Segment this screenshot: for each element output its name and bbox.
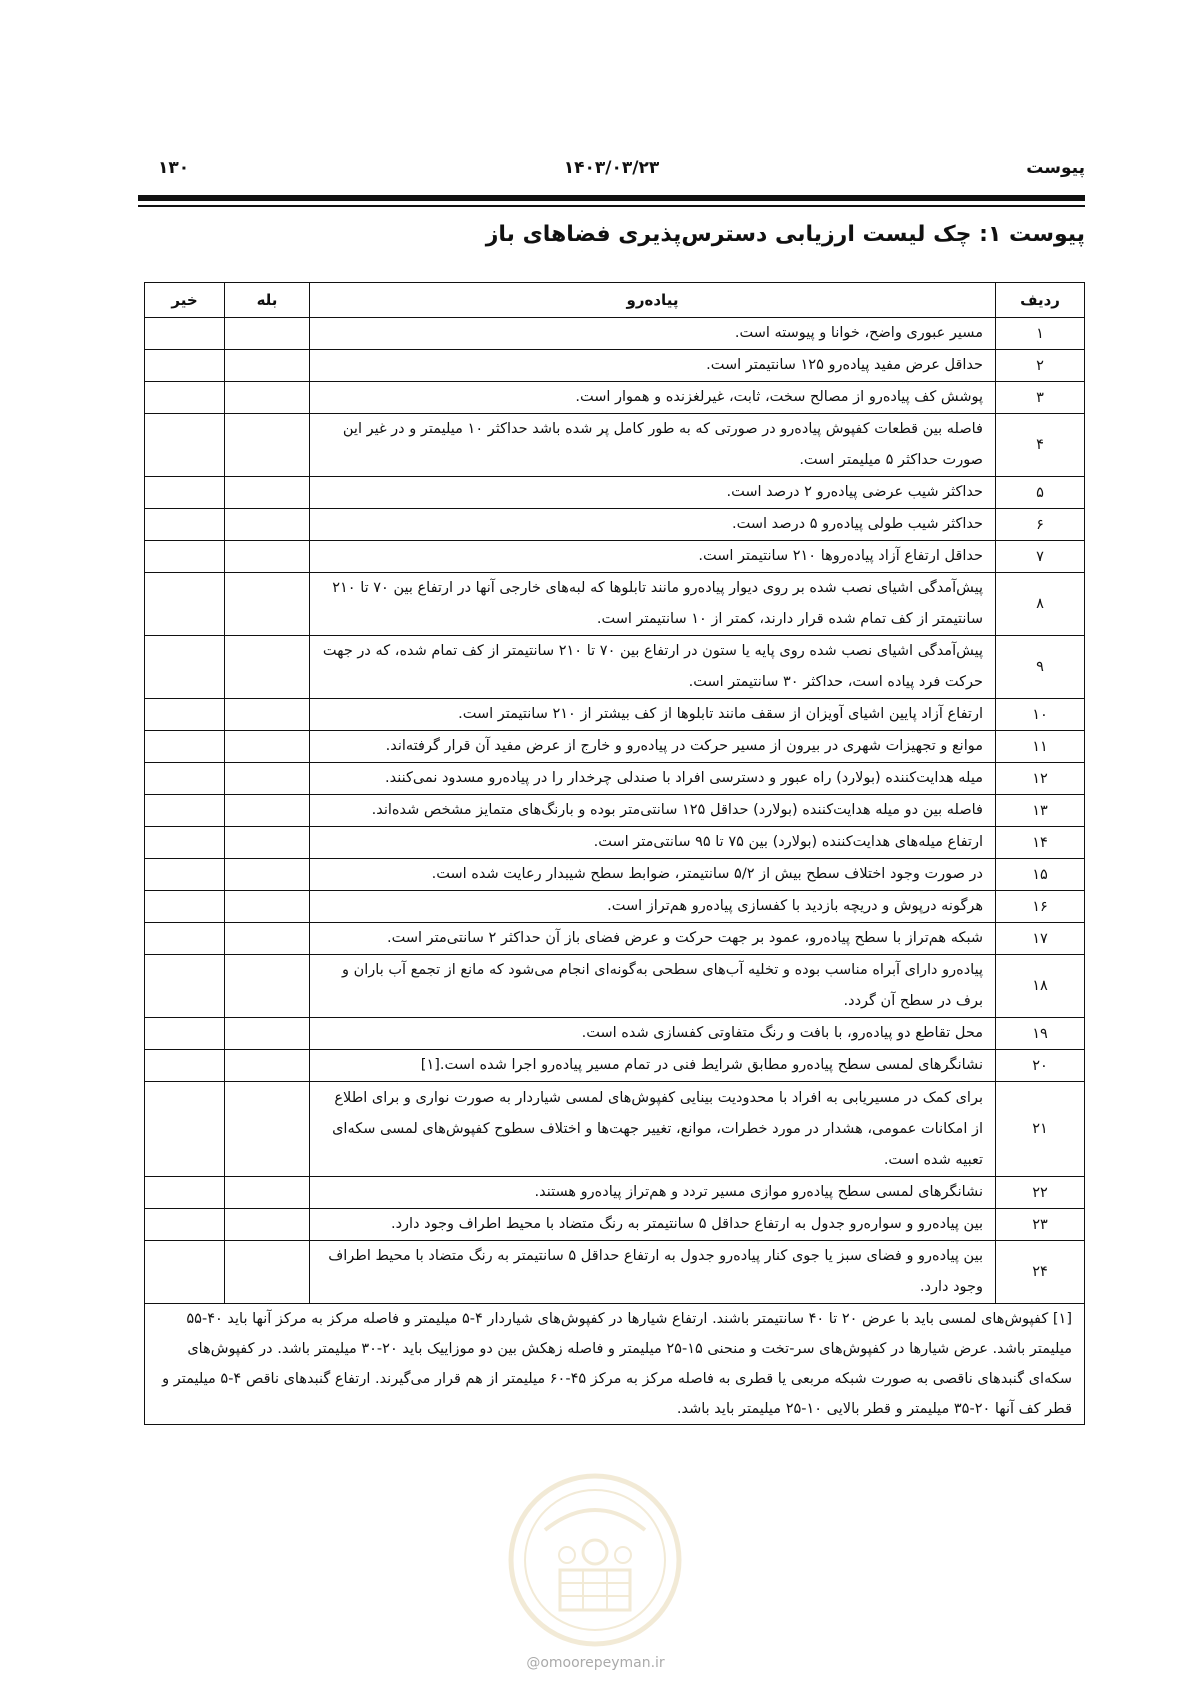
row-no-cell[interactable]: [145, 1050, 225, 1082]
row-no-cell[interactable]: [145, 1241, 225, 1304]
table-row: [145, 477, 1085, 509]
header-rule-thin: [138, 205, 1085, 207]
row-item-text: پوشش کف پیاده‌رو از مصالح سخت، ثابت، غیرلغزنده و هموار است.: [310, 382, 996, 414]
row-item-text: حداقل ارتفاع آزاد پیاده‌روها ۲۱۰ سانتیمتر است.: [310, 541, 996, 573]
table-row: [145, 636, 1085, 699]
accessibility-checklist-table: [144, 282, 1085, 1425]
row-number: ۲: [996, 350, 1085, 382]
row-item-text: هرگونه درپوش و دریچه بازدید با کفسازی پیاده‌رو هم‌تراز است.: [310, 891, 996, 923]
row-number: ۱۳: [996, 795, 1085, 827]
row-no-cell[interactable]: [145, 699, 225, 731]
row-item-text: حداکثر شیب طولی پیاده‌رو ۵ درصد است.: [310, 509, 996, 541]
column-header-row-number: ردیف: [996, 283, 1085, 318]
row-number: ۹: [996, 636, 1085, 699]
row-yes-cell[interactable]: [225, 795, 310, 827]
row-no-cell[interactable]: [145, 923, 225, 955]
row-no-cell[interactable]: [145, 541, 225, 573]
row-number: ۳: [996, 382, 1085, 414]
row-item-text: میله هدایت‌کننده (بولارد) راه عبور و دسترسی افراد با صندلی چرخدار را در پیاده‌رو مسدود نمی‌کنند.: [310, 763, 996, 795]
table-header-row: [145, 283, 1085, 318]
row-number: ۱: [996, 318, 1085, 350]
header-page-number: ۱۳۰: [158, 158, 190, 178]
table-row: [145, 414, 1085, 477]
column-header-item: پیاده‌رو: [310, 283, 996, 318]
row-item-text: ارتفاع میله‌های هدایت‌کننده (بولارد) بین ۷۵ تا ۹۵ سانتی‌متر است.: [310, 827, 996, 859]
row-number: ۲۳: [996, 1209, 1085, 1241]
row-number: ۴: [996, 414, 1085, 477]
row-yes-cell[interactable]: [225, 827, 310, 859]
table-row: [145, 859, 1085, 891]
row-no-cell[interactable]: [145, 955, 225, 1018]
row-yes-cell[interactable]: [225, 477, 310, 509]
header-rule-thick: [138, 195, 1085, 201]
row-yes-cell[interactable]: [225, 382, 310, 414]
row-no-cell[interactable]: [145, 827, 225, 859]
row-number: ۲۰: [996, 1050, 1085, 1082]
table-row: [145, 382, 1085, 414]
table-row: [145, 1050, 1085, 1082]
row-yes-cell[interactable]: [225, 1241, 310, 1304]
document-title: پیوست ۱: چک لیست ارزیابی دسترس‌پذیری فضاهای باز: [485, 222, 1085, 247]
row-yes-cell[interactable]: [225, 541, 310, 573]
row-number: ۱۴: [996, 827, 1085, 859]
row-yes-cell[interactable]: [225, 955, 310, 1018]
row-no-cell[interactable]: [145, 731, 225, 763]
table-row: [145, 1082, 1085, 1177]
table-row: [145, 1209, 1085, 1241]
table-row: [145, 573, 1085, 636]
row-item-text: در صورت وجود اختلاف سطح بیش از ۵/۲ سانتیمتر، ضوابط سطح شیبدار رعایت شده است.: [310, 859, 996, 891]
row-yes-cell[interactable]: [225, 573, 310, 636]
footnote-row: [145, 1304, 1085, 1425]
row-no-cell[interactable]: [145, 636, 225, 699]
row-yes-cell[interactable]: [225, 763, 310, 795]
row-item-text: موانع و تجهیزات شهری در بیرون از مسیر حرکت در پیاده‌رو و خارج از عرض مفید آن قرار گرفته‌اند.: [310, 731, 996, 763]
row-number: ۱۵: [996, 859, 1085, 891]
row-no-cell[interactable]: [145, 414, 225, 477]
table-row: [145, 827, 1085, 859]
row-no-cell[interactable]: [145, 509, 225, 541]
table-row: [145, 923, 1085, 955]
row-number: ۶: [996, 509, 1085, 541]
table-row: [145, 350, 1085, 382]
row-item-text: فاصله بین قطعات کفپوش پیاده‌رو در صورتی که به طور کامل پر شده باشد حداکثر ۱۰ میلیمتر و در غیر این صورت حداکثر ۵ میلیمتر است.: [310, 414, 996, 477]
row-item-text: شبکه هم‌تراز با سطح پیاده‌رو، عمود بر جهت حرکت و عرض فضای باز آن حداکثر ۲ سانتی‌متر است.: [310, 923, 996, 955]
row-number: ۵: [996, 477, 1085, 509]
row-yes-cell[interactable]: [225, 1082, 310, 1177]
watermark-site: @omoorepeyman.ir: [526, 1655, 665, 1671]
row-item-text: فاصله بین دو میله هدایت‌کننده (بولارد) حداقل ۱۲۵ سانتی‌متر بوده و بارنگ‌های متمایز مشخص شده‌اند.: [310, 795, 996, 827]
header-section-label: پیوست: [1026, 158, 1085, 178]
table-row: [145, 891, 1085, 923]
table-row: [145, 1018, 1085, 1050]
row-yes-cell[interactable]: [225, 699, 310, 731]
header-date: ۱۴۰۳/۰۳/۲۳: [563, 158, 660, 178]
row-yes-cell[interactable]: [225, 859, 310, 891]
table-row: [145, 795, 1085, 827]
row-yes-cell[interactable]: [225, 1209, 310, 1241]
row-yes-cell[interactable]: [225, 509, 310, 541]
row-number: ۸: [996, 573, 1085, 636]
row-number: ۷: [996, 541, 1085, 573]
row-number: ۱۱: [996, 731, 1085, 763]
row-number: ۲۲: [996, 1177, 1085, 1209]
row-item-text: پیش‌آمدگی اشیای نصب شده بر روی دیوار پیاده‌رو مانند تابلوها که لبه‌های خارجی آنها در ارتفاع بین ۷۰ تا ۲۱۰ سانتیمتر از کف تمام شده قرار دارند، کمتر از ۱۰ سانتیمتر است.: [310, 573, 996, 636]
column-header-yes: بله: [225, 283, 310, 318]
row-no-cell[interactable]: [145, 318, 225, 350]
row-item-text: محل تقاطع دو پیاده‌رو، با بافت و رنگ متفاوتی کفسازی شده است.: [310, 1018, 996, 1050]
watermark-logo: [505, 1470, 685, 1650]
row-number: ۱۸: [996, 955, 1085, 1018]
row-yes-cell[interactable]: [225, 1018, 310, 1050]
row-yes-cell[interactable]: [225, 1050, 310, 1082]
row-item-text: بین پیاده‌رو و فضای سبز یا جوی کنار پیاده‌رو جدول به ارتفاع حداقل ۵ سانتیمتر به رنگ متضاد با محیط اطراف وجود دارد.: [310, 1241, 996, 1304]
row-number: ۱۹: [996, 1018, 1085, 1050]
row-item-text: ارتفاع آزاد پایین اشیای آویزان از سقف مانند تابلوها از کف بیشتر از ۲۱۰ سانتیمتر است.: [310, 699, 996, 731]
row-no-cell[interactable]: [145, 477, 225, 509]
row-yes-cell[interactable]: [225, 731, 310, 763]
row-item-text: بین پیاده‌رو و سواره‌رو جدول به ارتفاع حداقل ۵ سانتیمتر به رنگ متضاد با محیط اطراف وجود دارد.: [310, 1209, 996, 1241]
table-row: [145, 955, 1085, 1018]
row-no-cell[interactable]: [145, 1018, 225, 1050]
row-no-cell[interactable]: [145, 763, 225, 795]
row-yes-cell[interactable]: [225, 1177, 310, 1209]
row-yes-cell[interactable]: [225, 414, 310, 477]
row-no-cell[interactable]: [145, 859, 225, 891]
table-row: [145, 318, 1085, 350]
row-item-text: نشانگرهای لمسی سطح پیاده‌رو مطابق شرایط فنی در تمام مسیر پیاده‌رو اجرا شده است.[۱]: [310, 1050, 996, 1082]
row-number: ۱۲: [996, 763, 1085, 795]
column-header-no: خیر: [145, 283, 225, 318]
row-no-cell[interactable]: [145, 573, 225, 636]
table-row: [145, 763, 1085, 795]
row-item-text: حداقل عرض مفید پیاده‌رو ۱۲۵ سانتیمتر است.: [310, 350, 996, 382]
footnote-text: [۱] کفپوش‌های لمسی باید با عرض ۲۰ تا ۴۰ سانتیمتر باشند. ارتفاع شیارها در کفپوش‌های شیاردار ۴-۵ میلیمتر و فاصله مرکز به مرکز آنها باید ۴۰-۵۵ میلیمتر باشد. عرض شیارها در کفپوش‌های سر-تخت و منحنی ۱۵-۲۵ میلیمتر و فاصله زهکش بین دو موزاییک باید ۲۰-۳۰ میلیمتر باشد. در کفپوش‌های سکه‌ای گنبدهای ناقصی به صورت شبکه مربعی یا قطری به فاصله مرکز به مرکز ۴۵-۶۰ میلیمتر از هم قرار می‌گیرند. ارتفاع گنبدهای ناقص ۴-۵ میلیمتر و قطر کف آنها ۲۰-۳۵ میلیمتر و قطر بالایی ۱۰-۲۵ میلیمتر باید باشد.: [145, 1304, 1085, 1425]
table-row: [145, 699, 1085, 731]
row-item-text: برای کمک در مسیریابی به افراد با محدودیت بینایی کفپوش‌های لمسی شیاردار به صورت نواری و برای اطلاع از امکانات عمومی، هشدار در مورد خطرات، موانع، تغییر جهت‌ها و اختلاف سطوح کفپوش‌های لمسی سکه‌ای تعبیه شده است.: [310, 1082, 996, 1177]
row-number: ۲۱: [996, 1082, 1085, 1177]
row-yes-cell[interactable]: [225, 891, 310, 923]
row-number: ۱۰: [996, 699, 1085, 731]
table-row: [145, 1241, 1085, 1304]
row-number: ۱۷: [996, 923, 1085, 955]
row-item-text: پیش‌آمدگی اشیای نصب شده روی پایه یا ستون در ارتفاع بین ۷۰ تا ۲۱۰ سانتیمتر از کف تمام شده، که در جهت حرکت فرد پیاده است، حداکثر ۳۰ سانتیمتر است.: [310, 636, 996, 699]
row-no-cell[interactable]: [145, 1082, 225, 1177]
row-no-cell[interactable]: [145, 1177, 225, 1209]
row-yes-cell[interactable]: [225, 636, 310, 699]
page-header: [138, 158, 1085, 186]
row-no-cell[interactable]: [145, 891, 225, 923]
row-number: ۲۴: [996, 1241, 1085, 1304]
row-no-cell[interactable]: [145, 350, 225, 382]
table-row: [145, 541, 1085, 573]
row-no-cell[interactable]: [145, 1209, 225, 1241]
table-row: [145, 509, 1085, 541]
row-item-text: پیاده‌رو دارای آبراه مناسب بوده و تخلیه آب‌های سطحی به‌گونه‌ای انجام می‌شود که مانع از تجمع آب باران و برف در سطح آن گردد.: [310, 955, 996, 1018]
row-item-text: مسیر عبوری واضح، خوانا و پیوسته است.: [310, 318, 996, 350]
row-no-cell[interactable]: [145, 795, 225, 827]
row-item-text: نشانگرهای لمسی سطح پیاده‌رو موازی مسیر تردد و هم‌تراز پیاده‌رو هستند.: [310, 1177, 996, 1209]
row-yes-cell[interactable]: [225, 350, 310, 382]
row-yes-cell[interactable]: [225, 318, 310, 350]
row-no-cell[interactable]: [145, 382, 225, 414]
table-row: [145, 1177, 1085, 1209]
row-yes-cell[interactable]: [225, 923, 310, 955]
row-number: ۱۶: [996, 891, 1085, 923]
table-row: [145, 731, 1085, 763]
row-item-text: حداکثر شیب عرضی پیاده‌رو ۲ درصد است.: [310, 477, 996, 509]
